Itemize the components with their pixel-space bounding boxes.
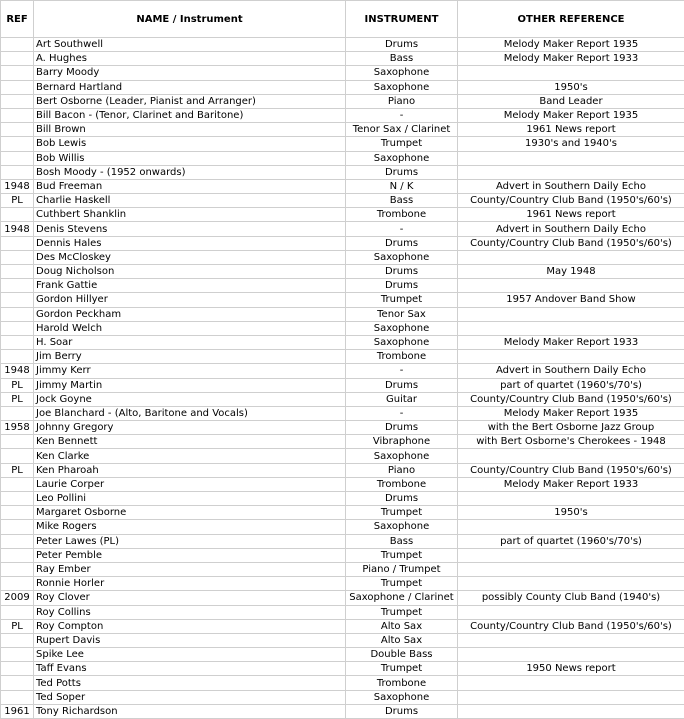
name-cell: Ken Clarke	[34, 449, 346, 463]
name-cell: Spike Lee	[34, 648, 346, 662]
name-cell: Ted Potts	[34, 676, 346, 690]
instrument-cell: Saxophone	[346, 449, 458, 463]
instrument-cell: Alto Sax	[346, 633, 458, 647]
other-reference-cell: part of quartet (1960's/70's)	[458, 534, 684, 548]
ref-cell	[1, 293, 34, 307]
table-row	[1, 208, 684, 222]
ref-cell: 1958	[1, 421, 34, 435]
name-cell: Barry Moody	[34, 66, 346, 80]
name-cell: Rupert Davis	[34, 633, 346, 647]
ref-cell: 1961	[1, 704, 34, 718]
instrument-cell: Trumpet	[346, 506, 458, 520]
other-reference-cell: possibly County Club Band (1940's)	[458, 591, 684, 605]
table-row	[1, 123, 684, 137]
table-row	[1, 435, 684, 449]
instrument-cell: Trombone	[346, 208, 458, 222]
other-reference-cell	[458, 633, 684, 647]
table-body	[1, 38, 684, 719]
table-row	[1, 307, 684, 321]
table-row	[1, 38, 684, 52]
table-row	[1, 52, 684, 66]
name-cell: Bosh Moody - (1952 onwards)	[34, 165, 346, 179]
name-cell: Jim Berry	[34, 350, 346, 364]
ref-cell	[1, 350, 34, 364]
other-reference-cell	[458, 605, 684, 619]
other-reference-cell	[458, 548, 684, 562]
table-row	[1, 392, 684, 406]
ref-cell	[1, 123, 34, 137]
instrument-cell: Drums	[346, 492, 458, 506]
header-other-reference: OTHER REFERENCE	[458, 1, 684, 38]
name-cell: Peter Lawes (PL)	[34, 534, 346, 548]
ref-cell	[1, 492, 34, 506]
other-reference-cell: 1961 News report	[458, 208, 684, 222]
ref-cell	[1, 151, 34, 165]
name-cell: Bud Freeman	[34, 179, 346, 193]
name-cell: Roy Compton	[34, 619, 346, 633]
header-ref: REF	[1, 1, 34, 38]
other-reference-cell: County/Country Club Band (1950's/60's)	[458, 392, 684, 406]
instrument-cell: Drums	[346, 236, 458, 250]
name-cell: Leo Pollini	[34, 492, 346, 506]
name-cell: Margaret Osborne	[34, 506, 346, 520]
name-cell: Laurie Corper	[34, 477, 346, 491]
table-row	[1, 108, 684, 122]
table-row	[1, 704, 684, 718]
table-row	[1, 350, 684, 364]
ref-cell	[1, 690, 34, 704]
instrument-cell: Saxophone	[346, 151, 458, 165]
other-reference-cell: 1930's and 1940's	[458, 137, 684, 151]
ref-cell	[1, 335, 34, 349]
table-row	[1, 648, 684, 662]
instrument-cell: Vibraphone	[346, 435, 458, 449]
ref-cell	[1, 321, 34, 335]
table-row	[1, 477, 684, 491]
other-reference-cell	[458, 492, 684, 506]
table-row	[1, 94, 684, 108]
other-reference-cell	[458, 66, 684, 80]
name-cell: Cuthbert Shanklin	[34, 208, 346, 222]
other-reference-cell: County/Country Club Band (1950's/60's)	[458, 619, 684, 633]
name-cell: Bob Willis	[34, 151, 346, 165]
other-reference-cell: Advert in Southern Daily Echo	[458, 364, 684, 378]
other-reference-cell: Melody Maker Report 1935	[458, 38, 684, 52]
other-reference-cell: Melody Maker Report 1935	[458, 406, 684, 420]
other-reference-cell	[458, 690, 684, 704]
table-row	[1, 605, 684, 619]
other-reference-cell: 1950 News report	[458, 662, 684, 676]
table-row	[1, 236, 684, 250]
name-cell: Des McCloskey	[34, 250, 346, 264]
name-cell: Bill Bacon - (Tenor, Clarinet and Baritone)	[34, 108, 346, 122]
instrument-cell: Piano	[346, 463, 458, 477]
instrument-cell: Saxophone	[346, 80, 458, 94]
name-cell: Jimmy Kerr	[34, 364, 346, 378]
other-reference-cell	[458, 676, 684, 690]
other-reference-cell: with Bert Osborne's Cherokees - 1948	[458, 435, 684, 449]
table-row	[1, 492, 684, 506]
ref-cell	[1, 236, 34, 250]
ref-cell	[1, 506, 34, 520]
instrument-cell: Drums	[346, 265, 458, 279]
name-cell: Johnny Gregory	[34, 421, 346, 435]
table-row	[1, 406, 684, 420]
ref-cell	[1, 577, 34, 591]
other-reference-cell	[458, 250, 684, 264]
instrument-cell: Double Bass	[346, 648, 458, 662]
other-reference-cell	[458, 165, 684, 179]
name-cell: Dennis Hales	[34, 236, 346, 250]
instrument-cell: Trombone	[346, 477, 458, 491]
other-reference-cell: Melody Maker Report 1933	[458, 335, 684, 349]
table-row	[1, 562, 684, 576]
name-cell: Gordon Peckham	[34, 307, 346, 321]
table-row	[1, 690, 684, 704]
other-reference-cell	[458, 449, 684, 463]
name-cell: Denis Stevens	[34, 222, 346, 236]
ref-cell	[1, 265, 34, 279]
other-reference-cell: part of quartet (1960's/70's)	[458, 378, 684, 392]
ref-cell	[1, 449, 34, 463]
name-cell: Roy Clover	[34, 591, 346, 605]
header-instrument: INSTRUMENT	[346, 1, 458, 38]
table-row	[1, 548, 684, 562]
ref-cell: 1948	[1, 364, 34, 378]
table-row	[1, 194, 684, 208]
instrument-cell: Bass	[346, 52, 458, 66]
other-reference-cell: 1950's	[458, 506, 684, 520]
name-cell: Ray Ember	[34, 562, 346, 576]
ref-cell	[1, 307, 34, 321]
instrument-cell: Drums	[346, 165, 458, 179]
instrument-cell: -	[346, 364, 458, 378]
ref-cell	[1, 633, 34, 647]
table-row	[1, 421, 684, 435]
instrument-cell: Bass	[346, 194, 458, 208]
ref-cell	[1, 435, 34, 449]
other-reference-cell: 1961 News report	[458, 123, 684, 137]
name-cell: Gordon Hillyer	[34, 293, 346, 307]
other-reference-cell	[458, 279, 684, 293]
instrument-cell: Saxophone	[346, 690, 458, 704]
other-reference-cell: County/Country Club Band (1950's/60's)	[458, 236, 684, 250]
ref-cell	[1, 605, 34, 619]
table-row	[1, 321, 684, 335]
table-row	[1, 633, 684, 647]
instrument-cell: Saxophone	[346, 520, 458, 534]
other-reference-cell: with the Bert Osborne Jazz Group	[458, 421, 684, 435]
name-cell: Bill Brown	[34, 123, 346, 137]
ref-cell: 2009	[1, 591, 34, 605]
header-name: NAME / Instrument	[34, 1, 346, 38]
instrument-cell: Bass	[346, 534, 458, 548]
name-cell: Ken Pharoah	[34, 463, 346, 477]
ref-cell	[1, 94, 34, 108]
table-row	[1, 378, 684, 392]
name-cell: Tony Richardson	[34, 704, 346, 718]
name-cell: Taff Evans	[34, 662, 346, 676]
name-cell: Art Southwell	[34, 38, 346, 52]
name-cell: Joe Blanchard - (Alto, Baritone and Vocals)	[34, 406, 346, 420]
name-cell: Jock Goyne	[34, 392, 346, 406]
other-reference-cell	[458, 151, 684, 165]
instrument-cell: Trumpet	[346, 293, 458, 307]
table-row	[1, 250, 684, 264]
ref-cell: PL	[1, 619, 34, 633]
table-row	[1, 80, 684, 94]
name-cell: Ronnie Horler	[34, 577, 346, 591]
instrument-cell: Drums	[346, 421, 458, 435]
other-reference-cell: Melody Maker Report 1933	[458, 52, 684, 66]
ref-cell	[1, 52, 34, 66]
instrument-cell: -	[346, 108, 458, 122]
name-cell: Frank Gattie	[34, 279, 346, 293]
table-row	[1, 179, 684, 193]
ref-cell	[1, 406, 34, 420]
ref-cell: 1948	[1, 179, 34, 193]
instrument-cell: Saxophone	[346, 335, 458, 349]
ref-cell	[1, 80, 34, 94]
instrument-cell: Trombone	[346, 350, 458, 364]
other-reference-cell	[458, 704, 684, 718]
instrument-cell: Piano	[346, 94, 458, 108]
ref-cell	[1, 662, 34, 676]
other-reference-cell: 1957 Andover Band Show	[458, 293, 684, 307]
ref-cell	[1, 548, 34, 562]
ref-cell: PL	[1, 463, 34, 477]
ref-cell	[1, 520, 34, 534]
table-row	[1, 335, 684, 349]
table-row	[1, 662, 684, 676]
other-reference-cell: Band Leader	[458, 94, 684, 108]
table-row	[1, 591, 684, 605]
ref-cell: PL	[1, 194, 34, 208]
table-row	[1, 506, 684, 520]
instrument-cell: Saxophone	[346, 321, 458, 335]
table-row	[1, 364, 684, 378]
name-cell: Harold Welch	[34, 321, 346, 335]
ref-cell	[1, 137, 34, 151]
other-reference-cell	[458, 520, 684, 534]
other-reference-cell: County/Country Club Band (1950's/60's)	[458, 463, 684, 477]
other-reference-cell	[458, 648, 684, 662]
table-row	[1, 534, 684, 548]
instrument-cell: Saxophone	[346, 66, 458, 80]
ref-cell: PL	[1, 392, 34, 406]
instrument-cell: Trumpet	[346, 137, 458, 151]
other-reference-cell: Melody Maker Report 1933	[458, 477, 684, 491]
name-cell: Mike Rogers	[34, 520, 346, 534]
name-cell: H. Soar	[34, 335, 346, 349]
other-reference-cell	[458, 307, 684, 321]
other-reference-cell: Melody Maker Report 1935	[458, 108, 684, 122]
instrument-cell: Trombone	[346, 676, 458, 690]
ref-cell	[1, 279, 34, 293]
other-reference-cell	[458, 350, 684, 364]
table-row	[1, 619, 684, 633]
instrument-cell: Alto Sax	[346, 619, 458, 633]
table-row	[1, 293, 684, 307]
name-cell: Ken Bennett	[34, 435, 346, 449]
instrument-cell: Trumpet	[346, 548, 458, 562]
other-reference-cell: Advert in Southern Daily Echo	[458, 179, 684, 193]
ref-cell	[1, 534, 34, 548]
instrument-cell: -	[346, 222, 458, 236]
table-row	[1, 520, 684, 534]
header-row	[1, 1, 684, 38]
ref-cell	[1, 676, 34, 690]
instrument-cell: Saxophone / Clarinet	[346, 591, 458, 605]
table-row	[1, 222, 684, 236]
ref-cell	[1, 208, 34, 222]
other-reference-cell: May 1948	[458, 265, 684, 279]
name-cell: Bert Osborne (Leader, Pianist and Arranger)	[34, 94, 346, 108]
other-reference-cell: 1950's	[458, 80, 684, 94]
name-cell: Jimmy Martin	[34, 378, 346, 392]
other-reference-cell	[458, 321, 684, 335]
ref-cell	[1, 108, 34, 122]
table-row	[1, 463, 684, 477]
table-row	[1, 66, 684, 80]
name-cell: Doug Nicholson	[34, 265, 346, 279]
table-row	[1, 151, 684, 165]
table-row	[1, 137, 684, 151]
ref-cell	[1, 66, 34, 80]
table-row	[1, 279, 684, 293]
table-row	[1, 676, 684, 690]
name-cell: Peter Pemble	[34, 548, 346, 562]
name-cell: A. Hughes	[34, 52, 346, 66]
ref-cell	[1, 648, 34, 662]
ref-cell	[1, 562, 34, 576]
instrument-cell: Tenor Sax	[346, 307, 458, 321]
other-reference-cell	[458, 577, 684, 591]
instrument-cell: Drums	[346, 378, 458, 392]
table-row	[1, 449, 684, 463]
name-cell: Ted Soper	[34, 690, 346, 704]
instrument-cell: Piano / Trumpet	[346, 562, 458, 576]
name-cell: Charlie Haskell	[34, 194, 346, 208]
other-reference-cell: Advert in Southern Daily Echo	[458, 222, 684, 236]
instrument-cell: Guitar	[346, 392, 458, 406]
name-cell: Bob Lewis	[34, 137, 346, 151]
instrument-cell: -	[346, 406, 458, 420]
table-row	[1, 265, 684, 279]
ref-cell	[1, 165, 34, 179]
instrument-cell: Drums	[346, 279, 458, 293]
other-reference-cell: County/Country Club Band (1950's/60's)	[458, 194, 684, 208]
other-reference-cell	[458, 562, 684, 576]
instrument-cell: N / K	[346, 179, 458, 193]
instrument-cell: Trumpet	[346, 605, 458, 619]
ref-cell: 1948	[1, 222, 34, 236]
ref-cell	[1, 250, 34, 264]
instrument-cell: Trumpet	[346, 577, 458, 591]
instrument-cell: Drums	[346, 704, 458, 718]
ref-cell: PL	[1, 378, 34, 392]
name-cell: Roy Collins	[34, 605, 346, 619]
instrument-cell: Trumpet	[346, 662, 458, 676]
table-row	[1, 165, 684, 179]
instrument-cell: Saxophone	[346, 250, 458, 264]
instrument-cell: Drums	[346, 38, 458, 52]
table-row	[1, 577, 684, 591]
instrument-cell: Tenor Sax / Clarinet	[346, 123, 458, 137]
ref-cell	[1, 38, 34, 52]
name-cell: Bernard Hartland	[34, 80, 346, 94]
ref-cell	[1, 477, 34, 491]
